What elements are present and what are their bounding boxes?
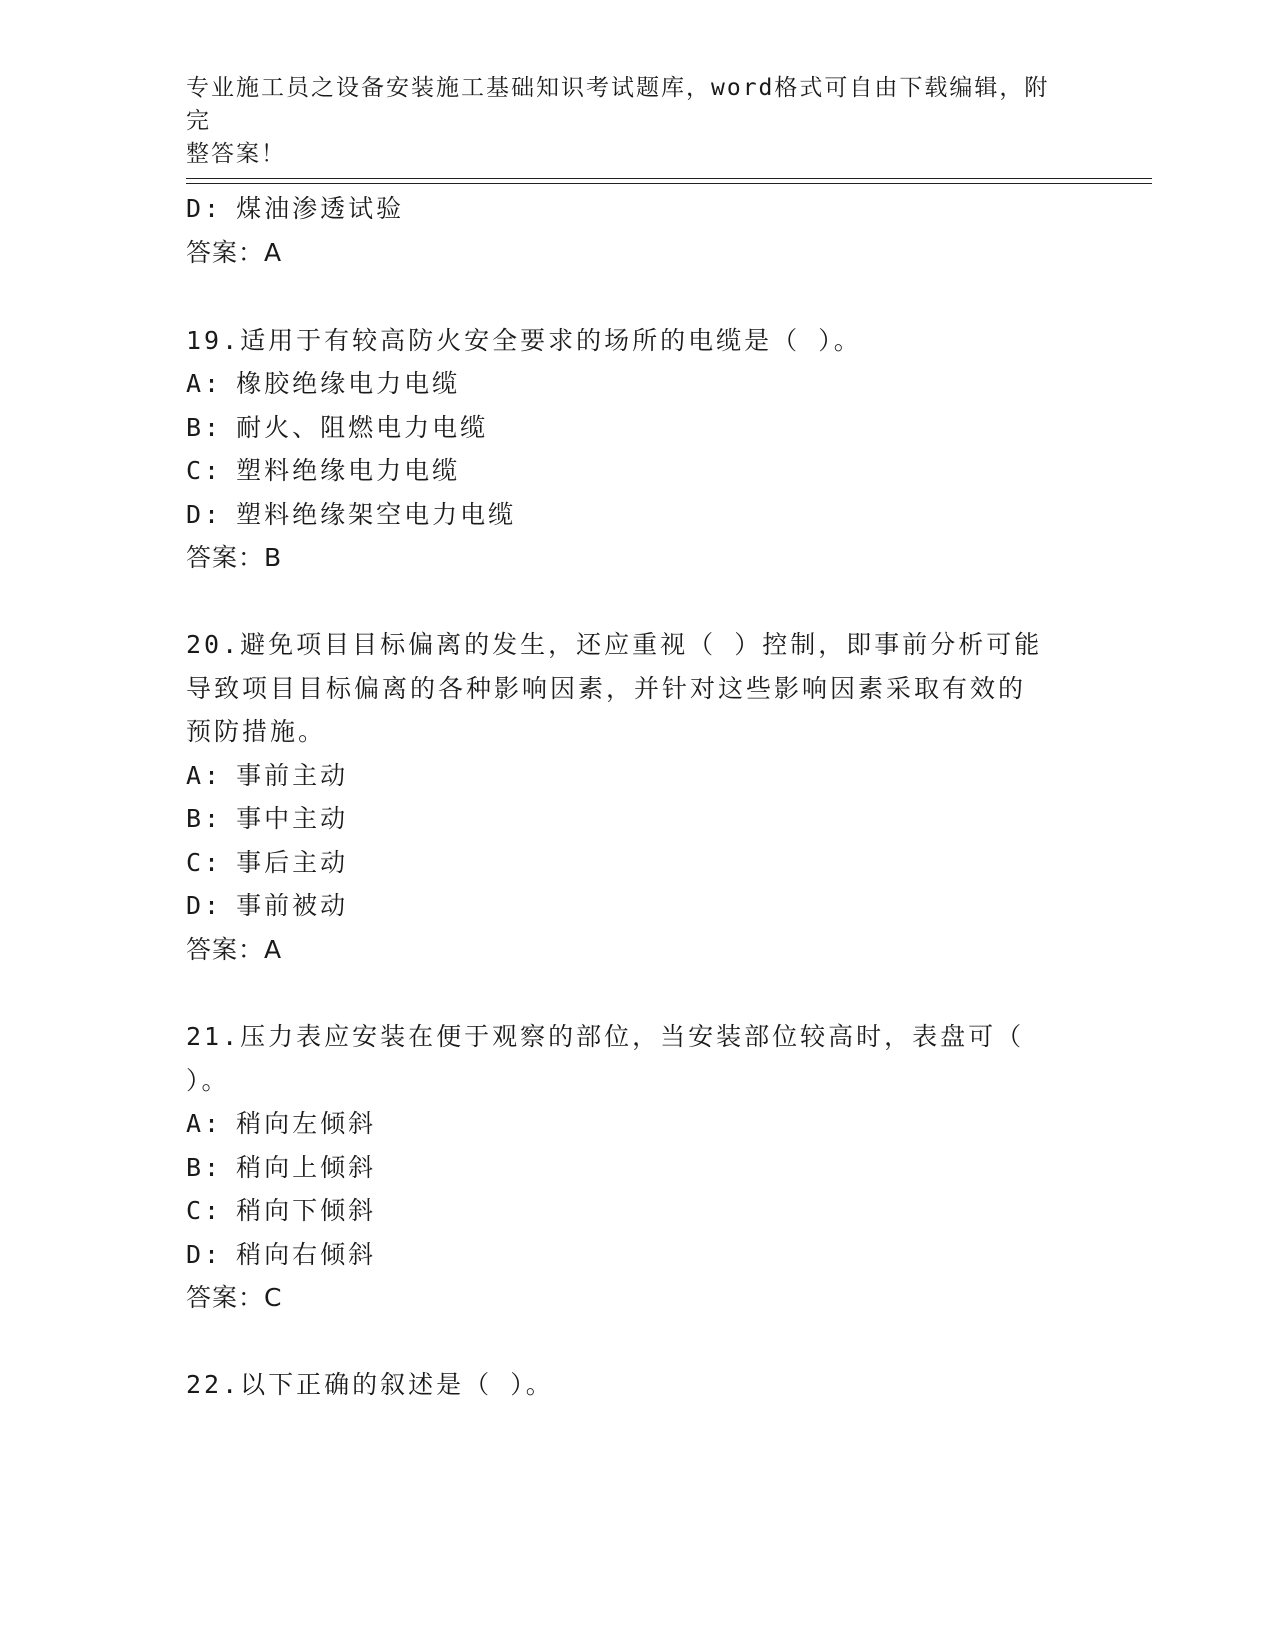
option-text: 塑料绝缘电力电缆 <box>236 456 461 485</box>
option-text: 耐火、阻燃电力电缆 <box>236 413 489 442</box>
q20-stem-line-2: 导致项目目标偏离的各种影响因素，并针对这些影响因素采取有效的 <box>186 674 1027 703</box>
header-line-2: 整答案！ <box>186 141 286 167</box>
prev-option-d <box>186 192 404 226</box>
q19-stem: 19.适用于有较高防火安全要求的场所的电缆是（ ）。 <box>186 326 862 355</box>
q19-option-b <box>186 411 488 445</box>
option-text: 事前被动 <box>236 891 349 920</box>
q19-option-d <box>186 498 516 532</box>
q21-stem-line-2: ）。 <box>186 1066 230 1095</box>
q21-stem-line-1: 21.压力表应安装在便于观察的部位，当安装部位较高时，表盘可（ <box>186 1022 1025 1051</box>
option-label: C: <box>186 848 223 877</box>
option-text: 稍向左倾斜 <box>236 1109 377 1138</box>
q20-answer: 答案：A <box>186 935 283 964</box>
q20-option-c <box>186 846 348 880</box>
option-text: 稍向下倾斜 <box>236 1196 377 1225</box>
option-label: A: <box>186 761 223 790</box>
document-header <box>186 72 1066 171</box>
q20-option-b <box>186 802 348 836</box>
q19-answer: 答案：B <box>186 543 283 572</box>
option-label: C: <box>186 456 223 485</box>
option-text: 塑料绝缘架空电力电缆 <box>236 500 517 529</box>
option-label: B: <box>186 413 223 442</box>
option-label: D: <box>186 194 223 223</box>
option-text: 事后主动 <box>236 848 349 877</box>
option-text: 橡胶绝缘电力电缆 <box>236 369 461 398</box>
option-text: 事中主动 <box>236 804 349 833</box>
option-label: D: <box>186 1240 223 1269</box>
q21-option-a <box>186 1107 376 1141</box>
q22-stem: 22.以下正确的叙述是（ ）。 <box>186 1370 554 1399</box>
q20-option-a <box>186 759 348 793</box>
q19-option-a <box>186 367 460 401</box>
q20-option-d <box>186 889 348 923</box>
option-label: A: <box>186 369 223 398</box>
q19-option-c <box>186 454 460 488</box>
prev-answer: 答案：A <box>186 238 283 267</box>
option-text: 煤油渗透试验 <box>236 194 405 223</box>
q21-option-d <box>186 1238 376 1272</box>
header-divider-top <box>186 178 1152 179</box>
option-label: C: <box>186 1196 223 1225</box>
q21-option-b <box>186 1151 376 1185</box>
option-text: 事前主动 <box>236 761 349 790</box>
header-divider-bottom <box>186 183 1152 184</box>
option-text: 稍向右倾斜 <box>236 1240 377 1269</box>
q20-stem-line-1: 20.避免项目目标偏离的发生，还应重视（ ）控制，即事前分析可能 <box>186 630 1043 659</box>
q21-option-c <box>186 1194 376 1228</box>
header-line-1: 专业施工员之设备安装施工基础知识考试题库，word格式可自由下载编辑，附完 <box>186 75 1050 134</box>
option-label: B: <box>186 804 223 833</box>
option-label: A: <box>186 1109 223 1138</box>
q21-answer: 答案：C <box>186 1283 283 1312</box>
option-label: D: <box>186 500 223 529</box>
option-label: D: <box>186 891 223 920</box>
q20-stem-line-3: 预防措施。 <box>186 717 327 746</box>
option-label: B: <box>186 1153 223 1182</box>
option-text: 稍向上倾斜 <box>236 1153 377 1182</box>
